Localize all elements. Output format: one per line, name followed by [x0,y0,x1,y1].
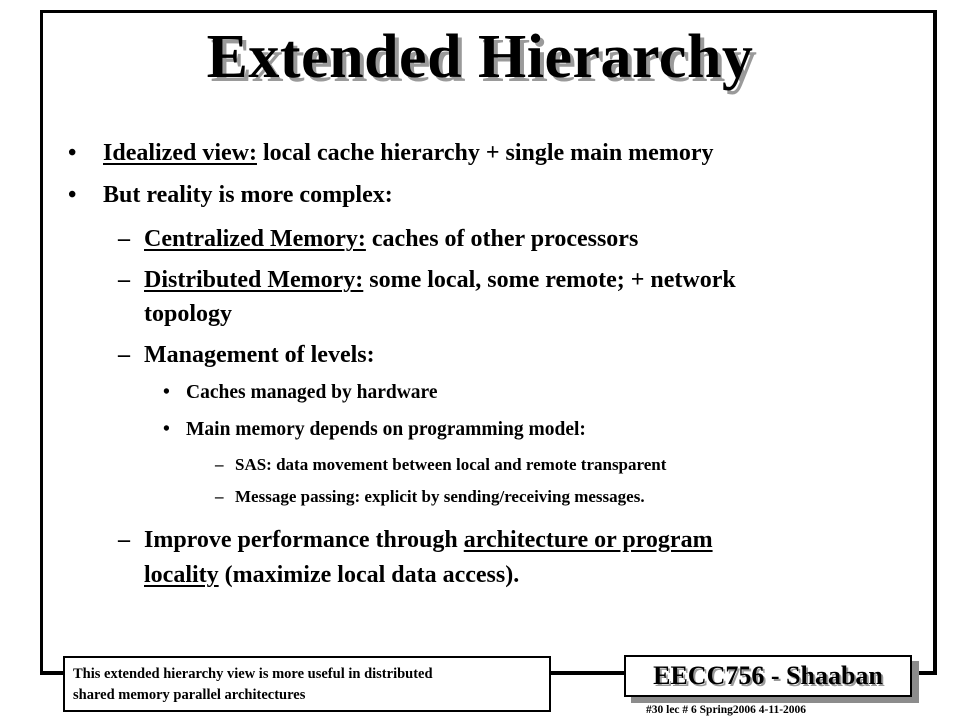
bullet-reality-complex: But reality is more complex: [103,182,393,208]
item-caches-hardware: Caches managed by hardware [186,382,438,403]
note-line-1: This extended hierarchy view is more useful in distributed [73,666,433,682]
slide-title: Extended Hierarchy [206,23,754,91]
course-badge [624,655,912,697]
bullet-marker: • [163,419,170,440]
underlined-term: locality [144,562,219,588]
underlined-term: architecture or program [463,527,713,553]
dash-marker: – [118,267,130,293]
item-distributed-memory-continuation: topology [144,301,233,327]
item-text: some local, some remote; + network [363,267,736,293]
item-improve-performance [144,527,713,554]
item-sas: SAS: data movement between local and remote transparent [235,455,667,474]
item-message-passing: Message passing: explicit by sending/receiving messages. [235,487,645,506]
item-main-memory-model: Main memory depends on programming model: [186,419,586,440]
underlined-term: Distributed Memory: [144,267,364,293]
bullet-text: local cache hierarchy + single main memory [256,140,714,166]
bullet-marker: • [68,140,77,166]
dash-marker: – [118,527,130,553]
dash-marker: – [118,226,130,252]
item-improve-performance-continuation [144,562,519,589]
item-text: (maximize local data access). [218,562,520,588]
item-distributed-memory [144,267,736,294]
item-text: Improve performance through [144,527,464,553]
dash-marker: – [215,487,224,506]
item-centralized-memory [144,226,638,253]
dash-marker: – [118,342,130,368]
slide-footer: #30 lec # 6 Spring2006 4-11-2006 [646,704,807,716]
note-box [63,656,551,712]
bullet-marker: • [163,382,170,403]
bullet-idealized-view [103,140,713,167]
bullet-marker: • [68,182,77,208]
note-line-2: shared memory parallel architectures [73,687,306,703]
item-text: caches of other processors [365,226,639,252]
item-management-levels: Management of levels: [144,342,375,368]
underlined-term: Centralized Memory: [144,226,366,252]
course-badge-label: EECC756 - Shaaban [653,661,883,690]
underlined-term: Idealized view: [103,140,257,166]
dash-marker: – [215,455,224,474]
